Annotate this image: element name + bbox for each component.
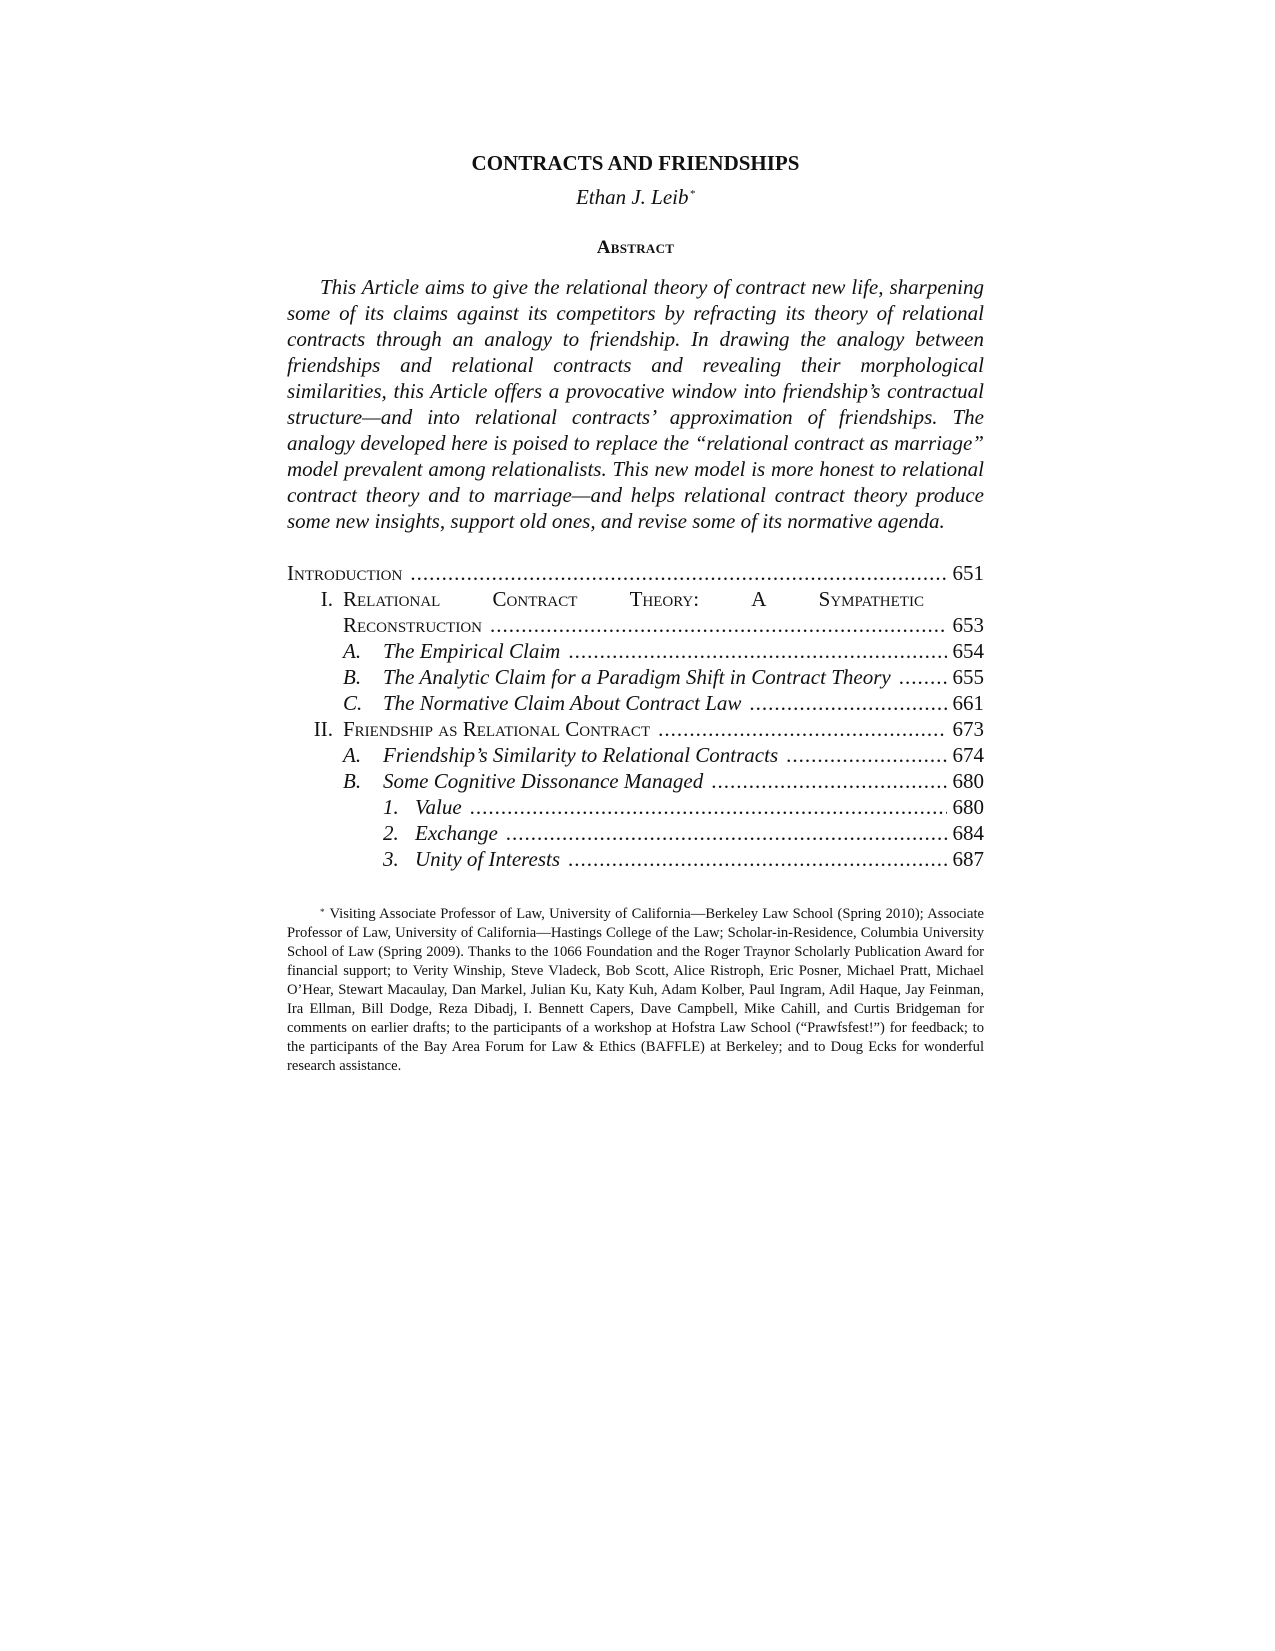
toc-number: 3. (383, 847, 399, 871)
toc-label: Friendship as Relational Contract (343, 717, 651, 741)
toc-number: B. (343, 769, 362, 793)
toc-leader (410, 560, 946, 586)
author-footnote-mark[interactable]: * (689, 188, 696, 200)
toc-label: Unity of Interests (415, 847, 561, 871)
toc-entry-part-2-b-1[interactable] (287, 794, 984, 820)
table-of-contents (287, 560, 984, 872)
toc-leader (749, 690, 946, 716)
toc-page-number: 651 (952, 561, 984, 585)
toc-entry-part-2-b[interactable] (287, 768, 984, 794)
toc-entry-part-1-a[interactable] (287, 638, 984, 664)
toc-word: Relational (343, 587, 441, 611)
toc-word: Sympathetic (818, 587, 924, 611)
toc-entry-part-1-b[interactable] (287, 664, 984, 690)
toc-leader (506, 820, 947, 846)
toc-label: Friendship’s Similarity to Relational Contracts (383, 743, 779, 767)
toc-entry-part-1-continuation[interactable] (287, 612, 984, 638)
abstract-text: This Article aims to give the relational theory of contract new life, sharpening some of its claims against its competitors by refracting its theory of relational contracts through an analogy to friendship. In drawing the analogy between friendships and relational contracts and revealing their morphological similarities, this Article offers a provocative window into friendship’s contractual structure—and into relational contracts’ approximation of friendships. The analogy developed here is poised to replace the “relational contract as marriage” model prevalent among relationalists. This new model is more honest to relational contract theory and to marriage—and helps relational contract theory produce some new insights, support old ones, and revise some of its normative agenda. (287, 275, 984, 533)
toc-number: 2. (383, 821, 399, 845)
toc-number: B. (343, 665, 362, 689)
toc-leader (470, 794, 947, 820)
author-footnote (287, 905, 984, 1076)
author-name: Ethan J. Leib (575, 185, 689, 209)
toc-page-number: 661 (952, 691, 984, 715)
toc-number: C. (343, 691, 363, 715)
toc-number: 1. (383, 795, 399, 819)
toc-word: Contract (492, 587, 578, 611)
author-line (287, 184, 984, 210)
toc-leader (711, 768, 946, 794)
toc-number: II. (313, 717, 333, 741)
toc-label: The Analytic Claim for a Paradigm Shift in Contract Theory (383, 665, 891, 689)
toc-label: The Empirical Claim (383, 639, 561, 663)
toc-label: Value (415, 795, 462, 819)
toc-page-number: 680 (952, 769, 984, 793)
toc-word: Theory: (629, 587, 700, 611)
toc-leader (568, 846, 946, 872)
toc-leader (568, 638, 946, 664)
toc-entry-part-2-b-3[interactable] (287, 846, 984, 872)
toc-page-number: 684 (952, 821, 984, 845)
toc-label: Reconstruction (343, 613, 483, 637)
toc-entry-part-2-a[interactable] (287, 742, 984, 768)
toc-entry-part-1-c[interactable] (287, 690, 984, 716)
toc-page-number: 653 (952, 613, 984, 637)
toc-entry-part-2[interactable] (287, 716, 984, 742)
toc-leader (658, 716, 946, 742)
toc-page-number: 673 (952, 717, 984, 741)
toc-label: Some Cognitive Dissonance Managed (383, 769, 704, 793)
toc-leader (899, 664, 947, 690)
toc-leader (786, 742, 946, 768)
toc-entry-part-2-b-2[interactable] (287, 820, 984, 846)
toc-entry-part-1-heading[interactable] (287, 586, 984, 612)
article-title: CONTRACTS AND FRIENDSHIPS (471, 151, 800, 175)
toc-label: Introduction (287, 561, 403, 585)
toc-number: A. (343, 743, 362, 767)
footnote-text: Visiting Associate Professor of Law, University of California—Berkeley Law School (Spring 2010); Associate Professor of Law, University of California—Hastings College of the Law; Scholar-in-Residence, Columbia University School of Law (Spring 2009). Thanks to the 1066 Foundation and the Roger Traynor Scholarly Publication Award for financial support; to Verity Winship, Steve Vladeck, Bob Scott, Alice Ristroph, Eric Posner, Michael Pratt, Michael O’Hear, Stewart Macaulay, Dan Markel, Julian Ku, Katy Kuh, Adam Kolber, Paul Ingram, Adil Haque, Jay Feinman, Ira Ellman, Bill Dodge, Reza Dibadj, I. Bennett Capers, Dave Campbell, Mike Cahill, and Curtis Bridgeman for comments on earlier drafts; to the participants of a workshop at Hofstra Law School (“Prawfsfest!”) for feedback; to the participants of the Bay Area Forum for Law & Ethics (BAFFLE) at Berkeley; and to Doug Ecks for wonderful research assistance. (287, 906, 984, 1074)
footnote-mark: * (320, 907, 325, 917)
toc-number: A. (343, 639, 362, 663)
toc-entry-introduction[interactable] (287, 560, 984, 586)
abstract-heading: Abstract (596, 237, 675, 258)
toc-page-number: 654 (952, 639, 984, 663)
toc-word: A (751, 587, 767, 611)
toc-leader (490, 612, 946, 638)
toc-number: I. (320, 587, 333, 611)
toc-page-number: 680 (952, 795, 984, 819)
toc-label: Exchange (415, 821, 498, 845)
toc-page-number: 674 (952, 743, 984, 767)
toc-page-number: 655 (952, 665, 984, 689)
toc-page-number: 687 (952, 847, 984, 871)
toc-label: The Normative Claim About Contract Law (383, 691, 742, 715)
article-first-page (287, 150, 984, 1091)
toc-label (343, 586, 984, 612)
